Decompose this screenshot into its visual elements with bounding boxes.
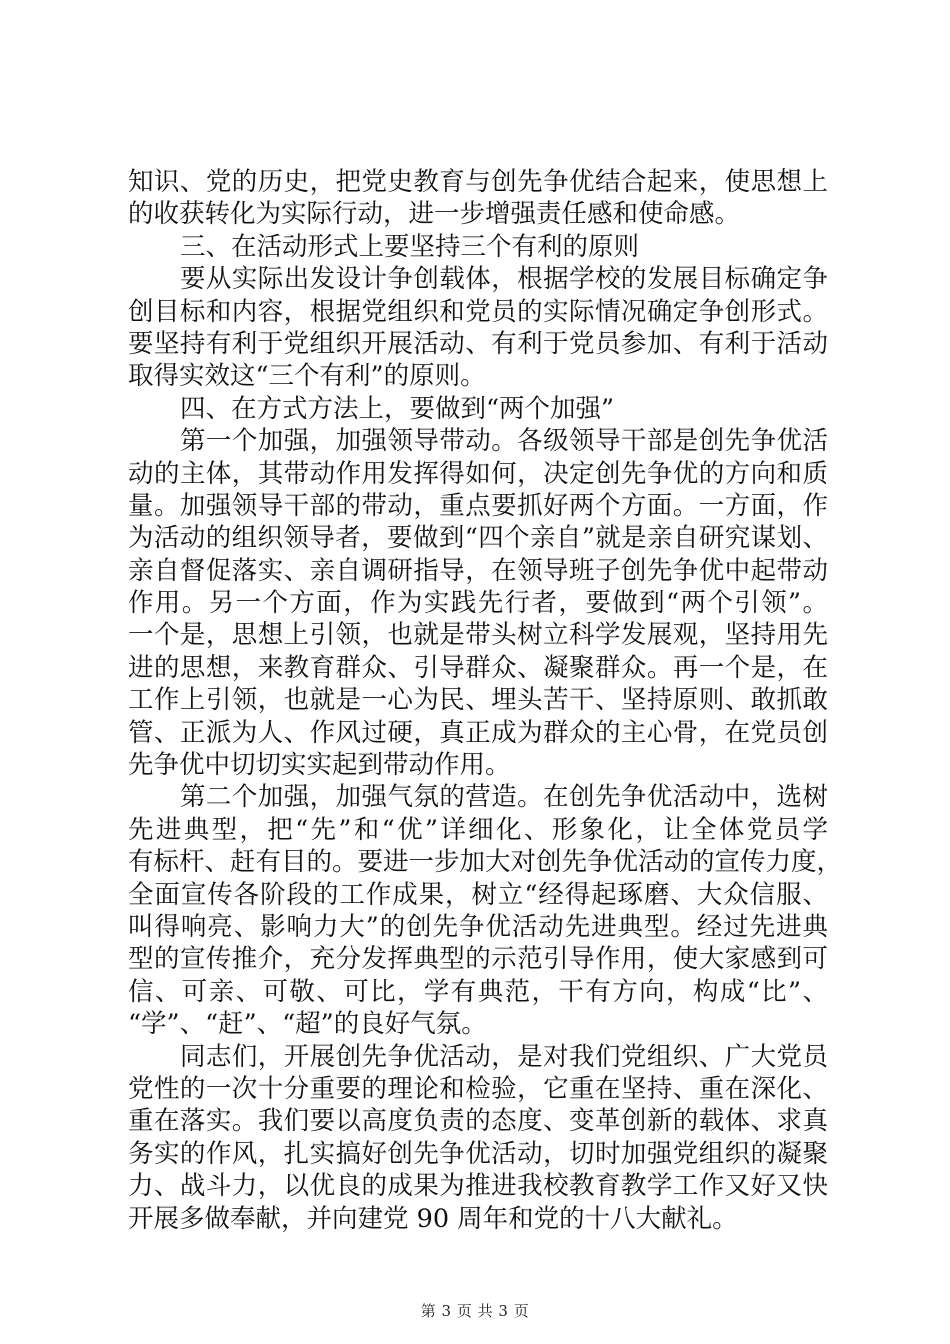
text-line: 全面宣传各阶段的工作成果，树立“经得起琢磨、大众信服、: [128, 879, 828, 910]
text-line: 重在落实。我们要以高度负责的态度、变革创新的载体、求真: [128, 1106, 828, 1137]
text-line: 工作上引领，也就是一心为民、埋头苦干、坚持原则、敢抓敢: [128, 685, 828, 716]
text-line: 先进典型，把“先”和“优”详细化、形象化，让全体党员学: [128, 814, 828, 845]
text-line: 动的主体，其带动作用发挥得如何，决定创先争优的方向和质: [128, 458, 828, 489]
document-body: [128, 166, 843, 1235]
text-line: 型的宣传推介，充分发挥典型的示范引导作用，使大家感到可: [128, 944, 828, 975]
text-line: 为活动的组织领导者，要做到“四个亲自”就是亲自研究谋划、: [128, 523, 828, 554]
text-line: 务实的作风，扎实搞好创先争优活动，切时加强党组织的凝聚: [128, 1138, 828, 1169]
text-line: 第二个加强，加强气氛的营造。在创先争优活动中，选树: [180, 782, 828, 813]
text-line: 量。加强领导干部的带动，重点要抓好两个方面。一方面，作: [128, 490, 828, 521]
page-number-footer: 第 3 页 共 3 页: [420, 1302, 530, 1320]
text-line: 同志们，开展创先争优活动，是对我们党组织、广大党员: [180, 1041, 828, 1072]
text-line: 亲自督促落实、亲自调研指导，在领导班子创先争优中起带动: [128, 555, 828, 586]
text-line: 要坚持有利于党组织开展活动、有利于党员参加、有利于活动: [128, 328, 828, 359]
text-line: 要从实际出发设计争创载体，根据学校的发展目标确定争: [180, 264, 828, 295]
text-line: 一个是，思想上引领，也就是带头树立科学发展观，坚持用先: [128, 620, 828, 651]
text-line: 的收获转化为实际行动，进一步增强责任感和使命感。: [128, 199, 741, 230]
text-line: 先争优中切切实实起到带动作用。: [128, 750, 511, 781]
text-line: 作用。另一个方面，作为实践先行者，要做到“两个引领”。: [128, 588, 828, 619]
text-line: “学”、“赶”、“超”的良好气氛。: [128, 1009, 487, 1040]
text-line: 管、正派为人、作风过硬，真正成为群众的主心骨，在党员创: [128, 717, 828, 748]
text-line: 开展多做奉献，并向建党 90 周年和党的十八大献礼。: [128, 1203, 738, 1234]
text-line: 三、在活动形式上要坚持三个有利的原则: [180, 231, 640, 262]
text-line: 知识、党的历史，把党史教育与创先争优结合起来，使思想上: [128, 167, 828, 197]
text-line: 党性的一次十分重要的理论和检验，它重在坚持、重在深化、: [128, 1073, 828, 1104]
text-line: 创目标和内容，根据党组织和党员的实际情况确定争创形式。: [128, 296, 828, 327]
text-line: 第一个加强，加强领导带动。各级领导干部是创先争优活: [180, 426, 828, 457]
text-line: 叫得响亮、影响力大”的创先争优活动先进典型。经过先进典: [128, 911, 828, 942]
text-line: 进的思想，来教育群众、引导群众、凝聚群众。再一个是，在: [128, 652, 828, 683]
text-line: 取得实效这“三个有利”的原则。: [128, 361, 486, 392]
text-line: 四、在方式方法上，要做到“两个加强”: [180, 393, 615, 424]
text-line: 有标杆、赶有目的。要进一步加大对创先争优活动的宣传力度，: [128, 847, 843, 878]
text-line: 信、可亲、可敬、可比，学有典范，干有方向，构成“比”、: [128, 976, 828, 1007]
text-line: 力、战斗力，以优良的成果为推进我校教育教学工作又好又快: [128, 1171, 828, 1202]
